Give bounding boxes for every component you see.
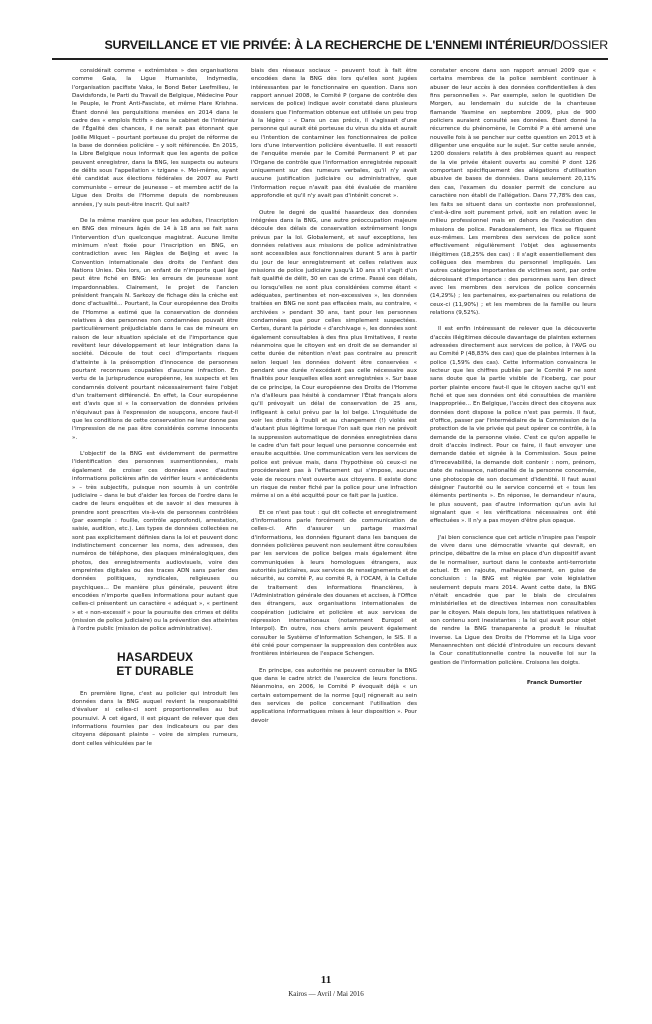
paragraph: biais des réseaux sociaux – peuvent tout à fait être encodées dans la BNG dès lors qu'elles sont jugées intéressantes par le fonctionnaire en question. Dans son rapport annuel 2008, le Comité P (organe de contrôle des services de police) indique avoir constaté dans plusieurs dossiers que l'information obtenue est utilisée un peu trop à la légère : « Dans un cas précis, il s'agissait d'une personne qui aurait été porteuse du virus du sida et aurait eu l'intention de contaminer les fonctionnaires de police lors d'une intervention policière éventuelle. Il est ressorti de l'enquête menée par le Comité Permanent P et par l'Organe de contrôle que l'information enregistrée reposait uniquement sur des rumeurs verbales, qu'il n'y avait aucune justification judiciaire ou administrative, que l'information reçue n'avait pas été évaluée de manière approfondie et qu'il n'y avait pas d'intérêt concret ». [251,68,417,200]
header-rule [52,58,608,60]
running-header [52,38,608,52]
article-column-1 [72,67,238,962]
paragraph: L'objectif de la BNG est évidemment de permettre l'identification des personnes susmentionnées, mais également de croiser ces données avec d'autres informations policières afin de vérifier leurs « antécédents » – très subjectifs, puisque non soumis à un contrôle judiciaire – dans le but d'aider les forces de l'ordre dans le cadre de leurs enquêtes et de savoir si des mesures à prendre sont prescrites vis-à-vis de personnes contrôlées (par exemple : fouille, contrôle approfondi, arrestation, saisie, audition, etc.). Les types de données collectées ne sont pas explicitement définies dans la loi et peuvent donc indistinctement concerner les noms, des adresses, des numéros de téléphone, des plaques minéralogiques, des photos, des enregistrements audiovisuels, voire des empreintes digitales ou des traces ADN sans parler des données politiques, syndicales, religieuses ou psychiques… De manière plus générale, peuvent être encodées n'importe quelles informations pour autant que celles-ci présentent un caractère « adéquat », « pertinent » et « non-excessif » pour la poursuite des crimes et délits (mission de police judiciaire) ou la prévention des atteintes à l'ordre public (mission de police administrative). [72,451,238,633]
paragraph: Et ce n'est pas tout : qui dit collecte et enregistrement d'informations parle forcément de communication de celles-ci. Afin d'assurer un partage maximal d'informations, les données figurant dans les banques de données policières peuvent non seulement être consultées par les services de police belges mais également être communiquées à leurs homologues étrangers, aux autorités judiciaires, aux services de renseignements et de sécurité, au comité P, au comité R, à l'OCAM, à la Cellule de traitement des informations financières, à l'Administration générale des douanes et accises, à l'Office des étrangers, aux organisations internationales de coopération judiciaire et policière et aux services de répression internationaux (notamment Europol et Interpol). En outre, nos chers amis peuvent également consulter le Système d'Information Schengen, le SIS. Il a été créé pour compenser la suppression des contrôles aux frontières intérieures de l'espace Schengen. [251,509,417,658]
article-column-2 [251,67,417,962]
paragraph: Outre le degré de qualité hasardeux des données intégrées dans la BNG, une autre préoccupation majeure découle des délais de conservation extrêmement longs prévus par la loi. Globalement, et sauf exceptions, les données relatives aux missions de police administrative sont accessibles aux fonctionnaires durant 5 ans à partir du jour de leur enregistrement et celles relatives aux missions de police judiciaire jusqu'à 10 ans s'il s'agit d'un fait qualifié de délit, 30 en cas de crime. Passé ces délais, ou lorsqu'elles ne sont plus considérées comme étant « adéquates, pertinentes et non-excessives », les données traitées en BNG ne sont pas effacées mais, au contraire, « archivées » pendant 30 ans, tant pour les personnes condamnées que pour celles simplement suspectées. Certes, durant la période « d'archivage », les données sont également consultables à des fins plus limitatives, il reste néanmoins que le citoyen est en droit de se demander si cette durée de rétention n'est pas contraire au prescrit selon lequel les données doivent être conservées « pendant une durée n'excédant pas celle nécessaire aux finalités pour lesquelles elles sont enregistrées ». Sur base de ce principe, la Cour européenne des Droits de l'Homme n'a d'ailleurs pas hésité à condamner l'État français alors qu'il prévoyait un délai de conservation de 25 ans, infligeant à celui prévu par la loi belge. L'inquiétude de voir les droits à l'oubli et au changement (!) violés est d'autant plus légitime lorsque l'on sait que rien ne prévoit la suppression automatique de données enregistrées dans le cadre d'un fait pour lequel une personne concernée est ensuite acquittée. Une communication vers les services de police est prévue mais, dans l'hypothèse où ceux-ci ne procéderaient pas à l'effacement qui s'impose, aucune voie de recours n'est ouverte aux citoyens. Il existe donc un risque de rester fiché par la police pour une infraction même si on a été acquitté pour ce fait par la justice. [251,209,417,500]
paragraph: En principe, ces autorités ne peuvent consulter la BNG que dans le cadre strict de l'exercice de leurs fonctions. Néanmoins, en 2006, le Comité P évoquait déjà « un certain estompement de la norme [qui] régnerait au sein des services de police concernant l'utilisation des applications informatiques mises à leur disposition ». Pour devoir [251,667,417,724]
paragraph: constater encore dans son rapport annuel 2009 que « certains membres de la police semblent continuer à abuser de leur accès à des données confidentielles à des fins personnelles ». Par exemple, selon le quotidien De Morgen, au lendemain du suicide de la chanteuse flamande Yasmine en septembre 2009, plus de 900 policiers auraient consulté ses données. Étant donné la récurrence du phénomène, le Comité P a été amené une nouvelle fois à se pencher sur cette question en 2013 et à diligenter une enquête sur le sujet. Sur cette seule année, 1200 dossiers relatifs à des problèmes quant au respect de la vie privée étaient ouverts au comité P dont 126 comportant spécifiquement des allégations d'utilisation abusive de bases de données. Dans seulement 20,11% des cas, l'examen du dossier permit de conclure au caractère non établi de l'allégation. Dans 77,78% des cas, les faits se situent dans un contexte non professionnel, c'est-à-dire soit purement privé, soit en relation avec le milieu professionnel mais en dehors de l'exécution des missions de police. Paradoxalement, les flics se fliquent eux-mêmes. Les membres des services de police sont effectivement régulièrement l'objet des agissements illégitimes (18,25% des cas) : il s'agit essentiellement des collègues des membres du personnel impliqués. Les autres catégories importantes de victimes sont, par ordre décroissant d'importance : des personnes sans lien direct avec les membres des services de police concernés (14,29%) ; les partenaires, ex-partenaires ou relations de ceux-ci (11,90%) ; et les membres de la famille ou leurs relations (9,52%). [430,68,596,316]
article-column-3 [430,67,596,962]
issue-line: Kairos — Avril / Mai 2016 [288,990,364,998]
page-number: 11 [320,974,332,986]
paragraph: considérait comme « extrémistes » des organisations comme Gaia, la Ligue Humaniste, Indymedia, l'organisation pacifiste Vaka, le Bond Beter Leefmilieu, le Davidsfonds, le Parti du Travail de Belgique, Médecine Pour le Peuple, le Front Anti-Fasciste, et même Hare Krishna. Étant donné les perquisitions menées en 2014 dans le cadre des « emplois fictifs » dans le cabinet de l'intérieur de l'Égalité des chances, il ne serait pas étonnant que Joëlle Milquet – pourtant porteuse du projet de réforme de la base de données policière – y soit référencée. En 2015, la Libre Belgique nous informait que les agents de police peuvent enregistrer, dans la BNG, les suspects ou auteurs de délits sous l'appellation « tzigane ». Moi-même, ayant été candidat aux élections fédérales de 2007 au Parti communiste – erreur de jeunesse – et membre actif de la Ligue des Droits de l'Homme depuis de nombreuses années, j'y suis peut-être inscrit. Qui sait? [72,68,238,208]
section-heading: HASARDEUX ET DURABLE [116,649,194,678]
paragraph: De la même manière que pour les adultes, l'inscription en BNG des mineurs âgés de 14 à 18 ans se fait sans l'intervention d'un quelconque magistrat. Aucune limite minimum n'est fixée pour l'inscription en BNG, en contradiction avec les Règles de Beijing et avec la Convention internationale des droits de l'enfant des Nations Unies. Dès lors, un enfant de n'importe quel âge peut être fiché en BNG: les erreurs de jeunesse sont impardonnables. Clairement, le projet de l'ancien président français N. Sarkozy de fichage dès la crèche est donc d'actualité… Pourtant, la Cour européenne des Droits de l'Homme a estimé que la conservation de données relatives à des personnes non condamnées pouvait être particulièrement préjudiciable dans le cas de mineurs en raison de leur situation spéciale et de l'importance que revêtent leur développement et leur intégration dans la société. Découle de tout ceci d'importants risques d'atteinte à la présomption d'innocence de personnes pourtant reconnues coupables d'aucune infraction. En vertu de la jurisprudence européenne, les suspects et les condamnés doivent pourtant nécessairement faire l'objet d'un traitement différencié. En effet, la Cour européenne est d'avis que si « la conservation de données privées n'équivaut pas à l'expression de soupçons, encore faut-il que les conditions de cette conservation ne leur donne pas l'impression de ne pas être considérés comme innocents ». [72,217,238,441]
header-section: DOSSIER [553,38,608,52]
paragraph: En première ligne, c'est au policier qui introduit les données dans la BNG auquel revient la responsabilité d'évaluer si celles-ci sont proportionnelles au but poursuivi. À cet égard, il est piquant de relever que des informations fournies par des indicateurs ou par des citoyens déposant plainte – voire de simples rumeurs, dont celles véhiculées par le [72,690,238,747]
paragraph: J'ai bien conscience que cet article n'inspire pas l'espoir de vivre dans une démocratie vivante qui devrait, en principe, débattre de la mise en place d'un dispositif avant de le normaliser, surtout dans le contexte anti-terroriste actuel. Et en rajoute, malheureusement, en guise de conclusion : la BNG est réglée par voie législative seulement depuis mars 2014. Avant cette date, la BNG n'était encadrée que par le biais de circulaires ministérielles et de directives internes non consultables par le citoyen. Mais depuis lors, les statistiques relatives à son contenu sont inexistantes : la loi qui avait pour objet de rendre la BNG transparente a produit le résultat inverse. La Ligue des Droits de l'Homme et la Liga voor Mensenrechten ont décidé d'introduire un recours devant la Cour constitutionnelle contre la nouvelle loi sur la gestion de l'information policière. Croisons les doigts. [430,534,596,666]
author-signature: Franck Dumortier [526,680,582,687]
header-separator: / [550,38,554,52]
paragraph: Il est enfin intéressant de relever que la découverte d'accès illégitimes découle davantage de plaintes externes adressées directement aux services de police, à l'AVG ou au Comité P (48,83% des cas) que de plaintes internes à la police (1,59% des cas). Cette information convaincra le lecteur que les chiffres publiés par le Comité P ne sont sans doute que la partie visible de l'iceberg, car pour porter plainte encore faut-il que le citoyen sache qu'il est fiché et que ses données ont été consultées de manière inappropriée… En Belgique, l'accès direct des citoyens aux données dont dispose la police n'est pas permis. Il faut, d'office, passer par l'intermédiaire de la Commission de la protection de la vie privée qui peut opérer ce contrôle, à la demande de la personne visée. C'est ce qu'on appelle le droit d'accès indirect. Pour ce faire, il faut envoyer une demande datée et signée à la Commission. Sous peine d'irrecevabilité, la demande doit contenir : nom, prénom, date de naissance, nationalité de la personne concernée, une photocopie de son document d'identité. Il faut aussi désigner l'autorité ou le service concerné et « tous les éléments pertinents ». En réponse, le demandeur n'aura, le plus souvent, pas d'autre information qu'un avis lui signalant que « les vérifications nécessaires ont été effectuées ». Il n'y a pas moyen d'être plus opaque. [430,326,596,525]
header-title: SURVEILLANCE ET VIE PRIVÉE: À LA RECHERCHE DE L'ENNEMI INTÉRIEUR [104,38,551,52]
